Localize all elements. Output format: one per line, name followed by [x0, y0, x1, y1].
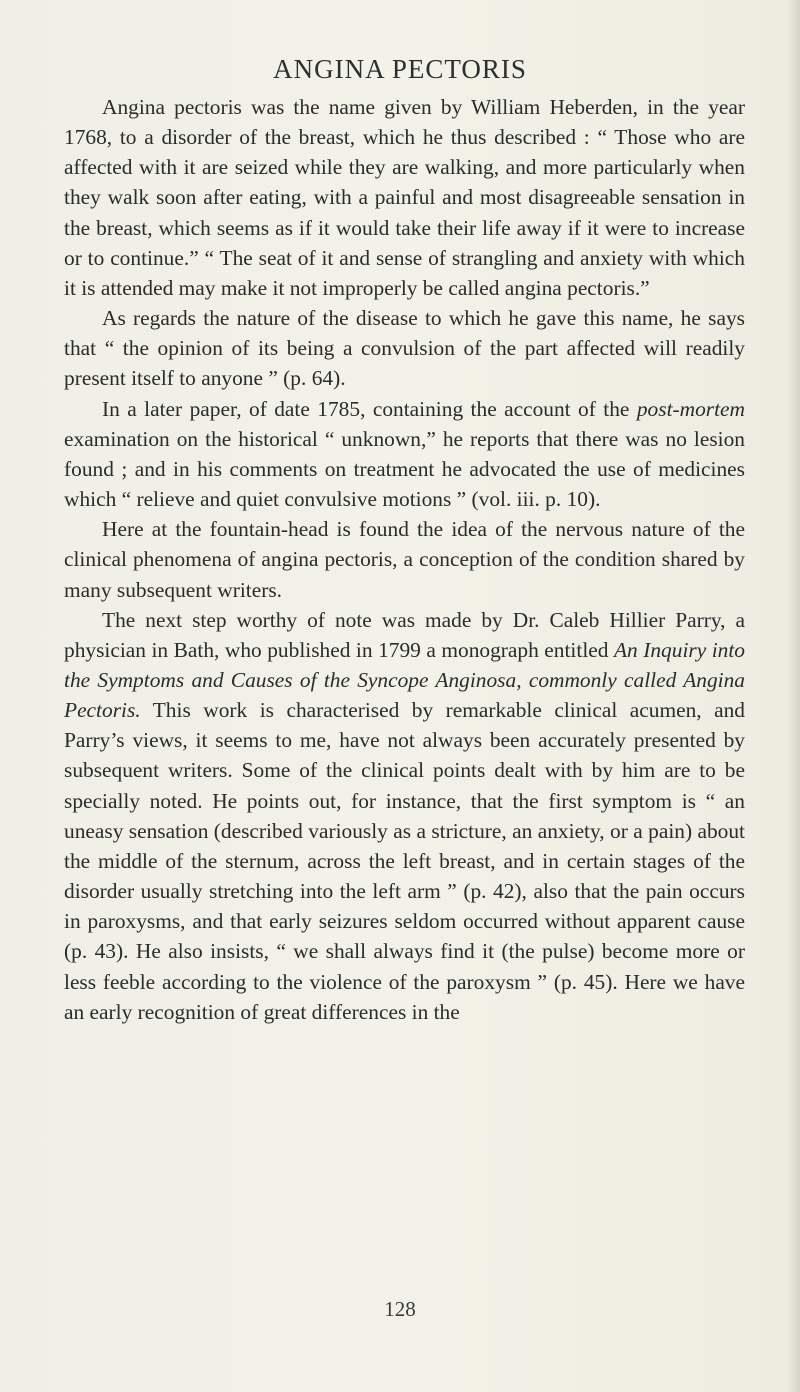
- paragraph-3: [64, 394, 745, 515]
- page-edge-shadow: [786, 0, 800, 1392]
- running-head: ANGINA PECTORIS: [273, 54, 527, 84]
- text-span: The next step worthy of note was made by Dr. Caleb Hillier Parry, a physician in Bath, who published in 1799 a monograph entitled: [64, 607, 745, 662]
- text-span: examination on the historical “ unknown,” he reports that there was no lesion found ; and in his comments on treatment he advocated the use of medicines which “ relieve and quiet convulsive motions ” (vol. iii. p. 10).: [64, 426, 745, 512]
- paragraph-1: [64, 92, 745, 303]
- italic-book-title: An Inquiry into the Symptoms and Causes of the Syncope Anginosa, commonly called Angina Pectoris.: [64, 637, 745, 723]
- text-span: This work is characterised by remarkable clinical acumen, and Parry’s views, it seems to me, have not always been accurately presented by subsequent writers. Some of the clinical points dealt with by him are to be specially noted. He points out, for instance, that the first symptom is “ an uneasy sensation (described variously as a stricture, an anxiety, or a pain) about the middle of the sternum, across the left breast, and in certain stages of the disorder usually stretching into the left arm ” (p. 42), also that the pain occurs in paroxysms, and that early seizures seldom occurred without apparent cause (p. 43). He also insists, “ we shall always find it (the pulse) become more or less feeble according to the violence of the paroxysm ” (p. 45). Here we have an early recognition of great differences in the: [64, 698, 745, 1024]
- paragraph-2: [64, 303, 745, 393]
- paragraph-4: [64, 514, 745, 604]
- text-span: Angina pectoris was the name given by William Heberden, in the year 1768, to a disorder of the breast, which he thus described : “ Those who are affected with it are seized while they are walking, and more particularly when they walk soon after eating, with a painful and most disagreeable sensation in the breast, which seems as if it would take their life away if it were to increase or to continue.” “ The seat of it and sense of strangling and anxiety with which it is attended may make it not improperly be called angina pectoris.”: [64, 95, 745, 300]
- text-span: In a later paper, of date 1785, containing the account of the: [102, 396, 637, 421]
- page-number: 128: [384, 1297, 416, 1321]
- italic-term: post-mortem: [636, 396, 745, 421]
- text-span: Here at the fountain-head is found the idea of the nervous nature of the clinical phenomena of angina pectoris, a conception of the condition shared by many subsequent writers.: [64, 517, 745, 602]
- body-text: [64, 92, 745, 1027]
- paragraph-5: [64, 605, 745, 1027]
- text-span: As regards the nature of the disease to which he gave this name, he says that “ the opinion of its being a convulsion of the part affected will readily present itself to anyone ” (p. 64).: [64, 306, 745, 391]
